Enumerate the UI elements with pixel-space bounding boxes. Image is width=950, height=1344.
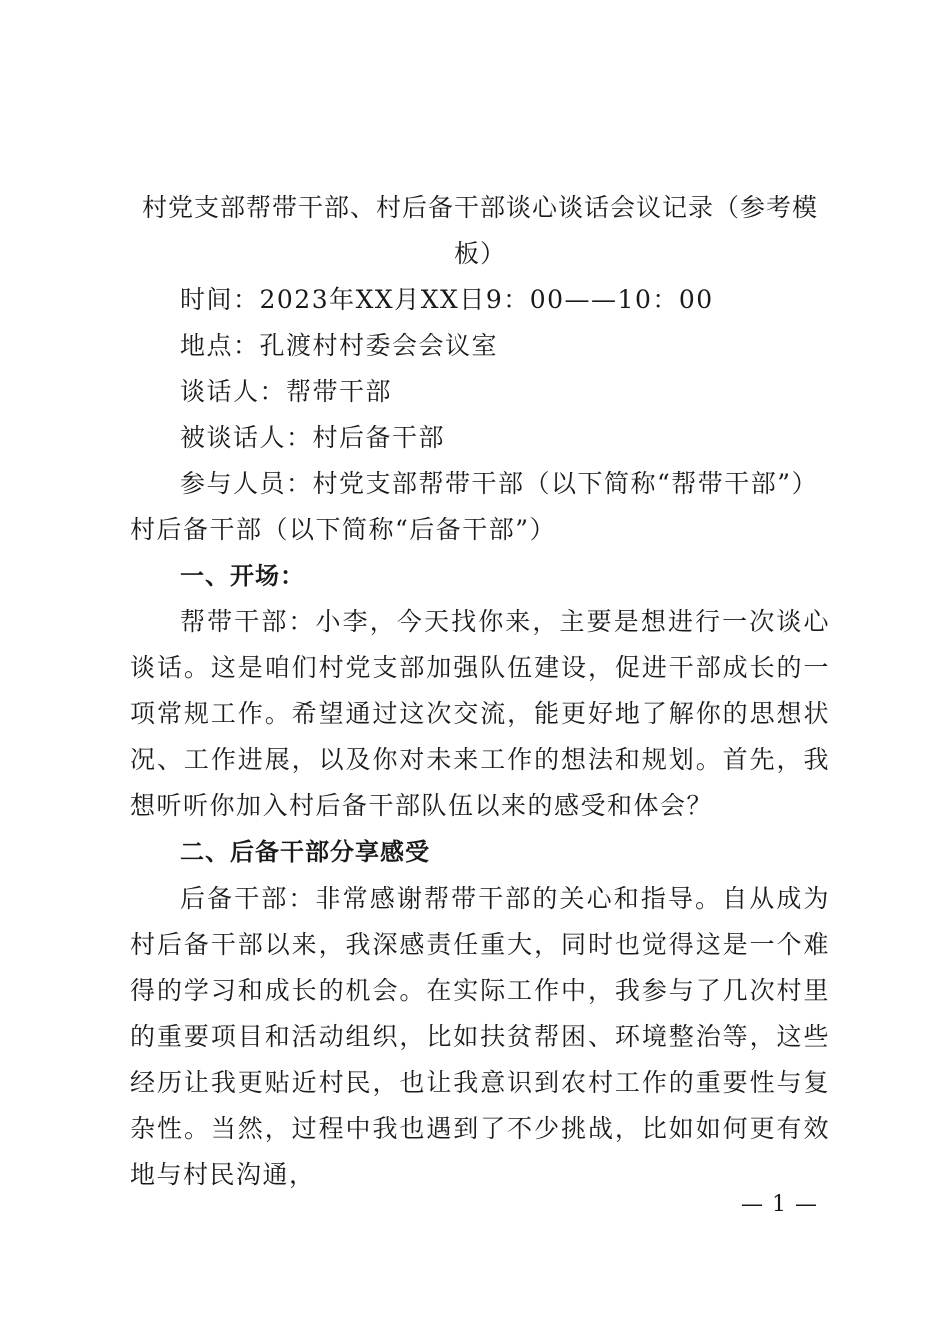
section-heading-opening: 一、开场： — [180, 562, 305, 590]
document-title: 村党支部帮带干部、村后备干部谈心谈话会议记录（参考模板） — [141, 193, 818, 268]
section-heading-sharing: 二、后备干部分享感受 — [180, 838, 430, 866]
page-number: — 1 — — [741, 1192, 818, 1217]
meeting-participants: 参与人员：村党支部帮带干部（以下简称“帮带干部”）村后备干部（以下简称“后备干部”） — [130, 469, 819, 544]
meeting-interviewee: 被谈话人：村后备干部 — [180, 423, 446, 452]
meeting-time: 时间：2023年XX月XX日9：00——10：00 — [180, 285, 714, 314]
meeting-place: 地点：孔渡村村委会会议室 — [180, 331, 499, 360]
meeting-speaker: 谈话人：帮带干部 — [180, 377, 393, 406]
section-paragraph-opening: 帮带干部：小李，今天找你来，主要是想进行一次谈心谈话。这是咱们村党支部加强队伍建设，促进干部成长的一项常规工作。希望通过这次交流，能更好地了解你的思想状况、工作进展，以及你对未来工作的想法和规划。首先，我想听听你加入村后备干部队伍以来的感受和体会？ — [130, 607, 830, 820]
section-paragraph-sharing: 后备干部：非常感谢帮带干部的关心和指导。自从成为村后备干部以来，我深感责任重大，同时也觉得这是一个难得的学习和成长的机会。在实际工作中，我参与了几次村里的重要项目和活动组织，比如扶贫帮困、环境整治等，这些经历让我更贴近村民，也让我意识到农村工作的重要性与复杂性。当然，过程中我也遇到了不少挑战，比如如何更有效地与村民沟通， — [130, 884, 830, 1189]
